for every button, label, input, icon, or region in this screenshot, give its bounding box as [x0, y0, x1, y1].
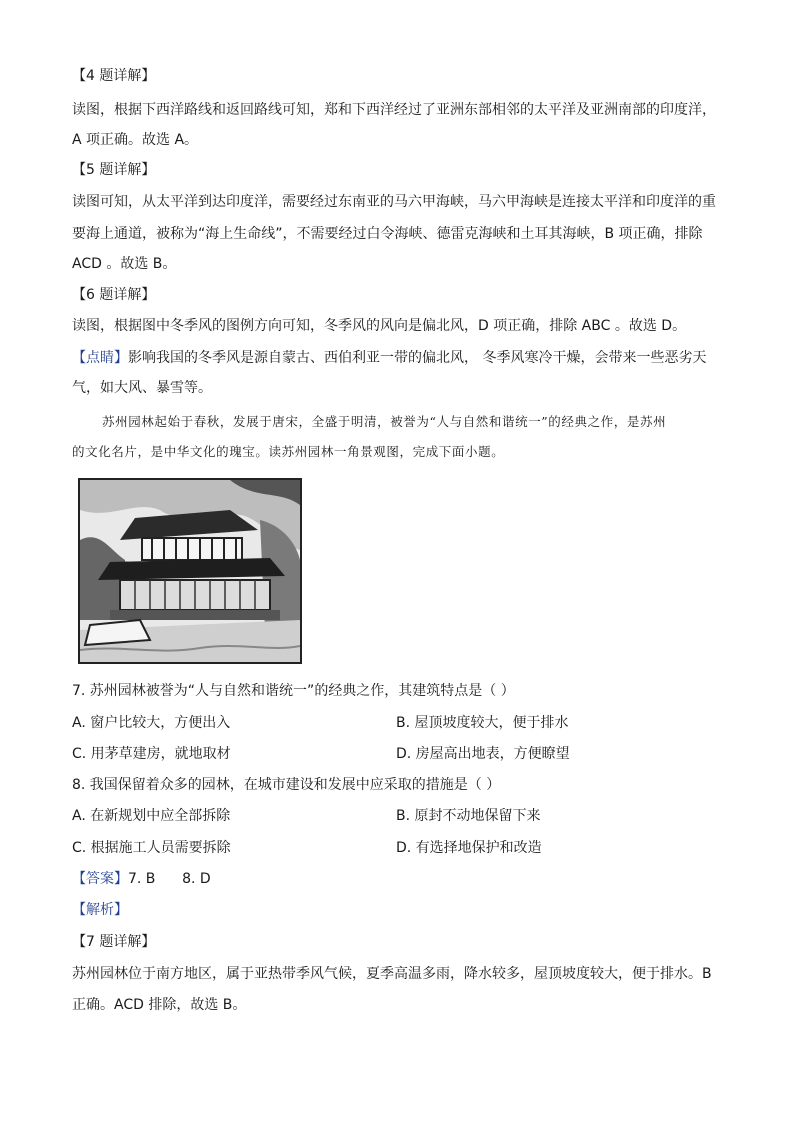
- q5-text-line-2: 要海上通道，被称为“海上生命线”，不需要经过白令海峡、德雷克海峡和土耳其海峡，B 项正确，排除: [72, 226, 703, 242]
- tip-line-1: [72, 348, 722, 368]
- q7-detail-line-2: 正确。ACD 排除，故选 B。: [72, 997, 247, 1013]
- q7-option-c[interactable]: C. 用茅草建房，就地取材: [72, 746, 231, 762]
- suzhou-garden-photo: [78, 478, 302, 664]
- tip-text: 影响我国的冬季风是源自蒙古、西伯利亚一带的偏北风， 冬季风寒冷干燥，会带来一些恶劣天: [128, 350, 707, 366]
- tip-line-2: 气，如大风、暴雪等。: [72, 380, 212, 396]
- q8-option-b[interactable]: B. 原封不动地保留下来: [396, 808, 541, 824]
- q8-option-d[interactable]: D. 有选择地保护和改造: [396, 840, 542, 856]
- q7-detail-heading: 【7 题详解】: [72, 934, 156, 950]
- q5-text-line-1: 读图可知，从太平洋到达印度洋，需要经过东南亚的马六甲海峡，马六甲海峡是连接太平洋和印度洋的重: [72, 194, 716, 210]
- q5-heading: 【5 题详解】: [72, 162, 156, 178]
- tip-label: 【点睛】: [72, 350, 128, 366]
- q8-option-a[interactable]: A. 在新规划中应全部拆除: [72, 808, 231, 824]
- q7-option-a[interactable]: A. 窗户比较大，方便出入: [72, 715, 231, 731]
- intro-line-2: 的文化名片，是中华文化的瑰宝。读苏州园林一角景观图，完成下面小题。: [72, 444, 505, 459]
- q8-stem: 8. 我国保留着众多的园林，在城市建设和发展中应采取的措施是（ ）: [72, 777, 501, 793]
- q6-text-line-1: 读图，根据图中冬季风的图例方向可知，冬季风的风向是偏北风，D 项正确，排除 ABC 。故选 D。: [72, 318, 687, 334]
- answer-value: 7. B 8. D: [128, 871, 211, 887]
- q8-option-c[interactable]: C. 根据施工人员需要拆除: [72, 840, 231, 856]
- analysis-label: 【解析】: [72, 902, 128, 918]
- q4-text-line-1: 读图，根据下西洋路线和返回路线可知，郑和下西洋经过了亚洲东部相邻的太平洋及亚洲南部的印度洋，: [72, 102, 716, 118]
- intro-line-1: 苏州园林起始于春秋，发展于唐宋，全盛于明清，被誉为“人与自然和谐统一”的经典之作，是苏州: [102, 414, 667, 429]
- q5-text-line-3: ACD 。故选 B。: [72, 256, 177, 272]
- answer-line: [72, 869, 722, 889]
- q7-detail-line-1: 苏州园林位于南方地区，属于亚热带季风气候，夏季高温多雨，降水较多，屋顶坡度较大，便于排水。B: [72, 966, 712, 982]
- q4-heading: 【4 题详解】: [72, 68, 156, 84]
- q7-option-b[interactable]: B. 屋顶坡度较大，便于排水: [396, 715, 569, 731]
- answer-label: 【答案】: [72, 871, 128, 887]
- q7-option-d[interactable]: D. 房屋高出地表，方便瞭望: [396, 746, 570, 762]
- q4-text-line-2: A 项正确。故选 A。: [72, 132, 199, 148]
- q6-heading: 【6 题详解】: [72, 287, 156, 303]
- q7-stem: 7. 苏州园林被誉为“人与自然和谐统一”的经典之作，其建筑特点是（ ）: [72, 683, 515, 699]
